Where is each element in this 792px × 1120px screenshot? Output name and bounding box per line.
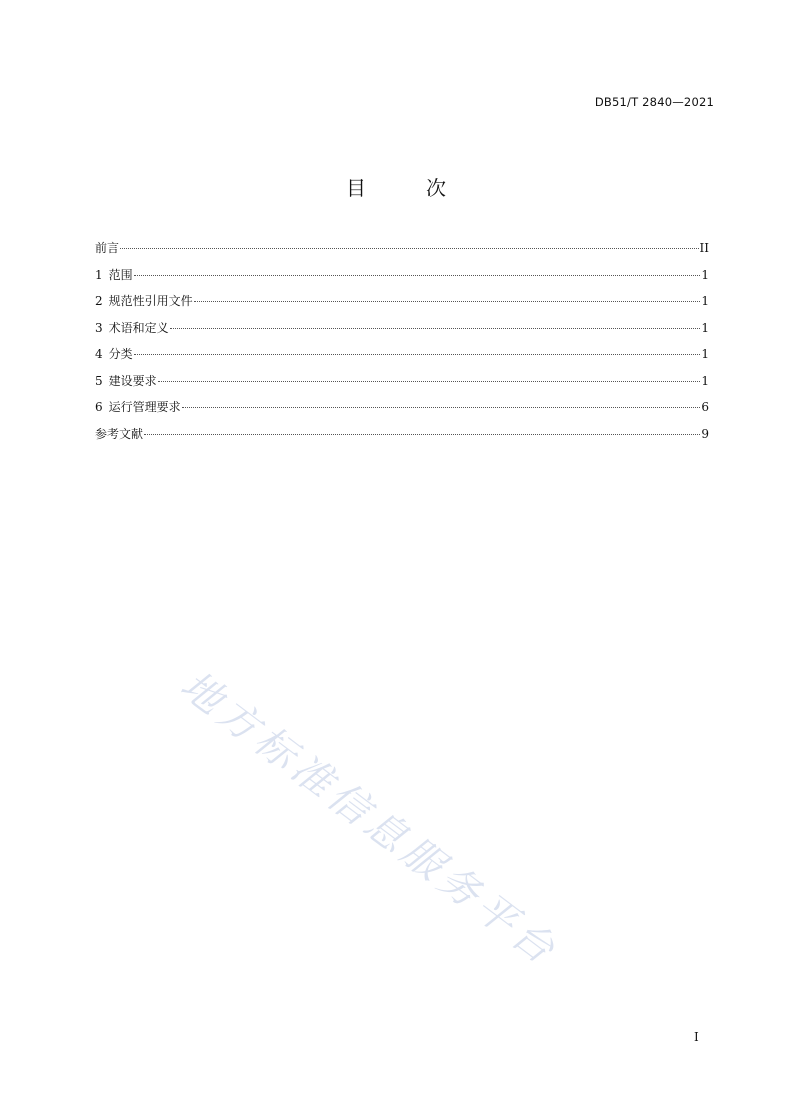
toc-leader-dots (120, 248, 699, 249)
toc-entry-operation-management[interactable] (95, 397, 709, 424)
toc-entry-label: 术语和定义 (108, 320, 169, 335)
page-title: 目次 (346, 176, 506, 200)
toc-entry-page: II (699, 241, 709, 255)
toc-entry-scope[interactable] (95, 265, 709, 292)
standard-code: DB51/T 2840—2021 (594, 95, 714, 109)
toc-entry-page: 1 (701, 267, 709, 282)
toc-entry-page: 1 (701, 373, 709, 388)
toc-entry-number: 1 (95, 267, 103, 282)
toc-entry-page: 1 (701, 347, 709, 361)
toc-entry-number: 3 (95, 320, 103, 335)
page-number: I (694, 1030, 699, 1044)
toc-entry-bibliography[interactable] (95, 424, 709, 451)
toc-entry-foreword[interactable] (95, 238, 709, 265)
toc-entry-terms-definitions[interactable] (95, 318, 709, 345)
toc-entry-label: 建设要求 (108, 373, 157, 388)
toc-entry-label: 运行管理要求 (108, 400, 181, 414)
table-of-contents (95, 238, 709, 450)
toc-entry-number: 4 (95, 347, 103, 361)
toc-entry-number: 5 (95, 373, 103, 388)
watermark: 地方标准信息服务平台 (171, 662, 567, 976)
toc-entry-label: 分类 (108, 347, 133, 361)
toc-entry-label: 范围 (108, 267, 133, 282)
toc-entry-number: 2 (95, 294, 103, 308)
toc-leader-dots (182, 407, 701, 408)
toc-entry-page: 1 (701, 320, 709, 335)
toc-entry-construction-requirements[interactable] (95, 371, 709, 398)
toc-entry-page: 1 (701, 294, 709, 308)
toc-entry-normative-references[interactable] (95, 291, 709, 318)
toc-leader-dots (134, 275, 701, 276)
toc-entry-label: 参考文献 (95, 426, 144, 441)
toc-leader-dots (170, 328, 701, 329)
toc-leader-dots (194, 301, 701, 302)
toc-entry-label: 规范性引用文件 (108, 294, 193, 308)
toc-leader-dots (144, 434, 700, 435)
toc-leader-dots (134, 354, 701, 355)
toc-entry-number: 6 (95, 400, 103, 414)
toc-entry-classification[interactable] (95, 344, 709, 371)
toc-entry-label: 前言 (95, 241, 120, 255)
toc-leader-dots (158, 381, 701, 382)
toc-entry-page: 9 (701, 426, 709, 441)
toc-entry-page: 6 (701, 400, 709, 414)
